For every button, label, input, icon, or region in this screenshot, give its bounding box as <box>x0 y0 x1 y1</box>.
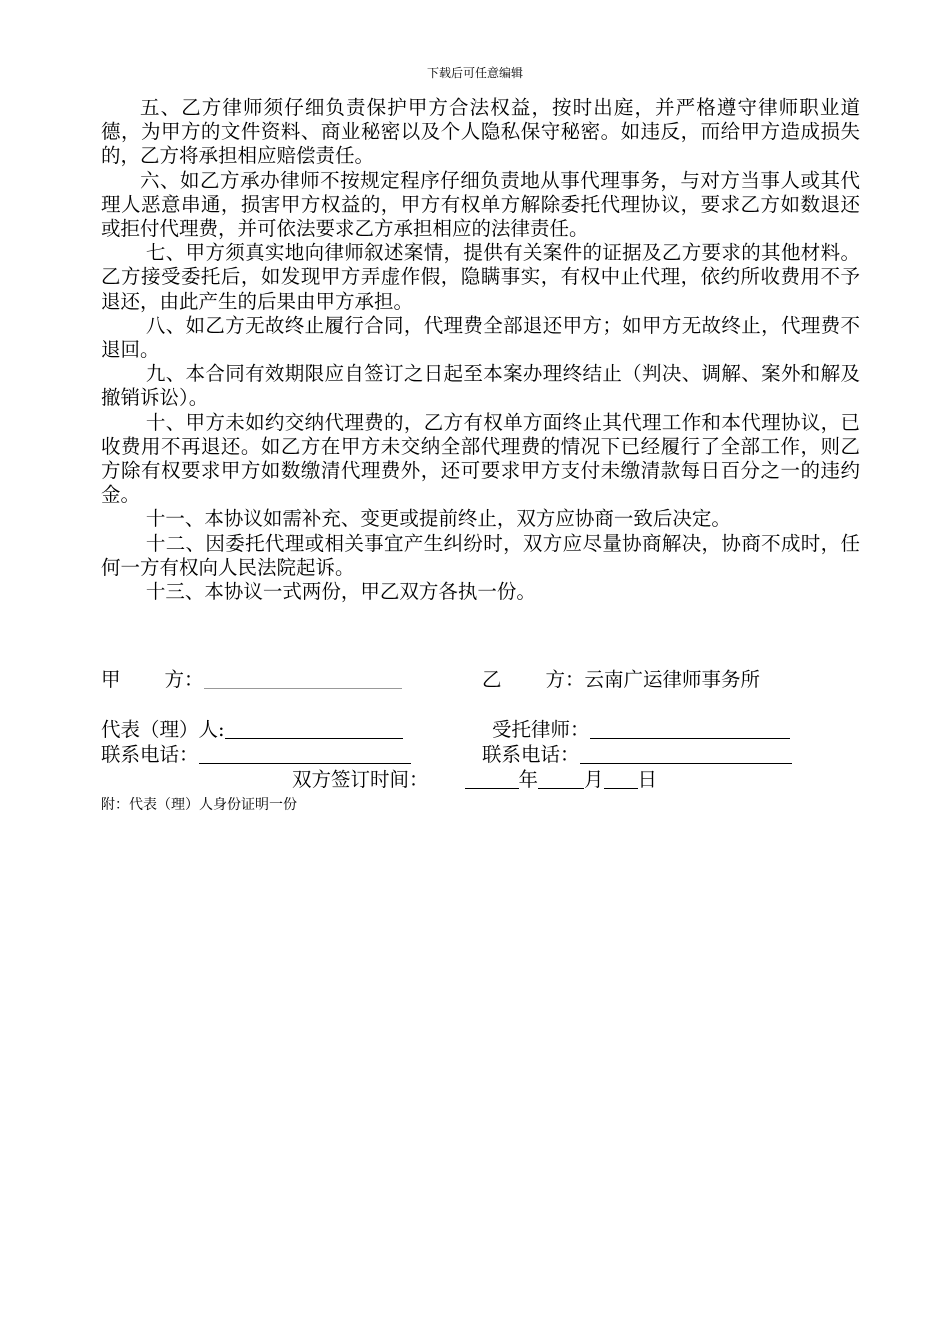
clause-7: 七、甲方须真实地向律师叙述案情，提供有关案件的证据及乙方要求的其他材料。乙方接受委托后，如发现甲方弄虚作假，隐瞒事实，有权中止代理，依约所收费用不予退还，由此产生的后果由甲方承担。 <box>101 241 860 313</box>
representative-line[interactable] <box>225 719 403 739</box>
clause-10: 十、甲方未如约交纳代理费的，乙方有权单方面终止其代理工作和本代理协议，已收费用不再退还。如乙方在甲方未交纳全部代理费的情况下已经履行了全部工作，则乙方除有权要求甲方如数缴清代理费外，还可要求甲方支付未缴清款每日百分之一的违约金。 <box>101 410 860 507</box>
representative-row <box>101 718 403 742</box>
clause-13: 十三、本协议一式两份，甲乙双方各执一份。 <box>145 580 536 604</box>
day-line[interactable] <box>604 769 638 789</box>
month-label: 月 <box>584 768 604 791</box>
attachment-note: 附：代表（理）人身份证明一份 <box>101 797 297 813</box>
party-a-label-1: 甲 <box>101 668 121 691</box>
party-a-row <box>101 668 402 692</box>
day-label: 日 <box>637 768 658 791</box>
year-label: 年 <box>518 768 539 791</box>
lawyer-line[interactable] <box>590 719 790 739</box>
party-b-label-2: 方： <box>545 668 585 691</box>
sign-date-label: 双方签订时间： <box>292 768 429 791</box>
month-line[interactable] <box>538 769 584 789</box>
party-a-label-2: 方： <box>164 668 204 691</box>
contract-body <box>101 96 860 604</box>
phone-b-label: 联系电话： <box>482 743 580 766</box>
phone-b-line[interactable] <box>580 744 792 764</box>
party-a-line[interactable] <box>204 669 402 689</box>
clause-9: 九、本合同有效期限应自签订之日起至本案办理终结止（判决、调解、案外和解及撤销诉讼）。 <box>101 362 860 410</box>
lawyer-label: 受托律师： <box>492 718 590 741</box>
phone-a-row <box>101 743 411 767</box>
phone-b-row <box>482 743 792 767</box>
lawyer-row <box>492 718 790 742</box>
clause-8: 八、如乙方无故终止履行合同，代理费全部退还甲方；如甲方无故终止，代理费不退回。 <box>101 313 860 362</box>
party-b-row <box>482 668 760 692</box>
clause-12: 十二、因委托代理或相关事宜产生纠纷时，双方应尽量协商解决，协商不成时，任何一方有权向人民法院起诉。 <box>101 531 860 579</box>
year-line[interactable] <box>465 769 519 789</box>
party-b-label-1: 乙 <box>482 668 502 691</box>
phone-a-line[interactable] <box>199 744 411 764</box>
representative-label: 代表（理）人: <box>101 718 225 741</box>
party-b-value: 云南广运律师事务所 <box>584 668 761 691</box>
page-header: 下载后可任意编辑 <box>426 66 523 80</box>
clause-5: 五、乙方律师须仔细负责保护甲方合法权益，按时出庭，并严格遵守律师职业道德，为甲方的文件资料、商业秘密以及个人隐私保守秘密。如违反，而给甲方造成损失的，乙方将承担相应赔偿责任。 <box>101 96 860 168</box>
sign-date-row <box>292 768 657 792</box>
clause-6: 六、如乙方承办律师不按规定程序仔细负责地从事代理事务，与对方当事人或其代理人恶意串通，损害甲方权益的，甲方有权单方解除委托代理协议，要求乙方如数退还或拒付代理费，并可依法要求乙方承担相应的法律责任。 <box>101 168 860 241</box>
phone-a-label: 联系电话： <box>101 743 199 766</box>
clause-11: 十一、本协议如需补充、变更或提前终止，双方应协商一致后决定。 <box>145 507 731 531</box>
